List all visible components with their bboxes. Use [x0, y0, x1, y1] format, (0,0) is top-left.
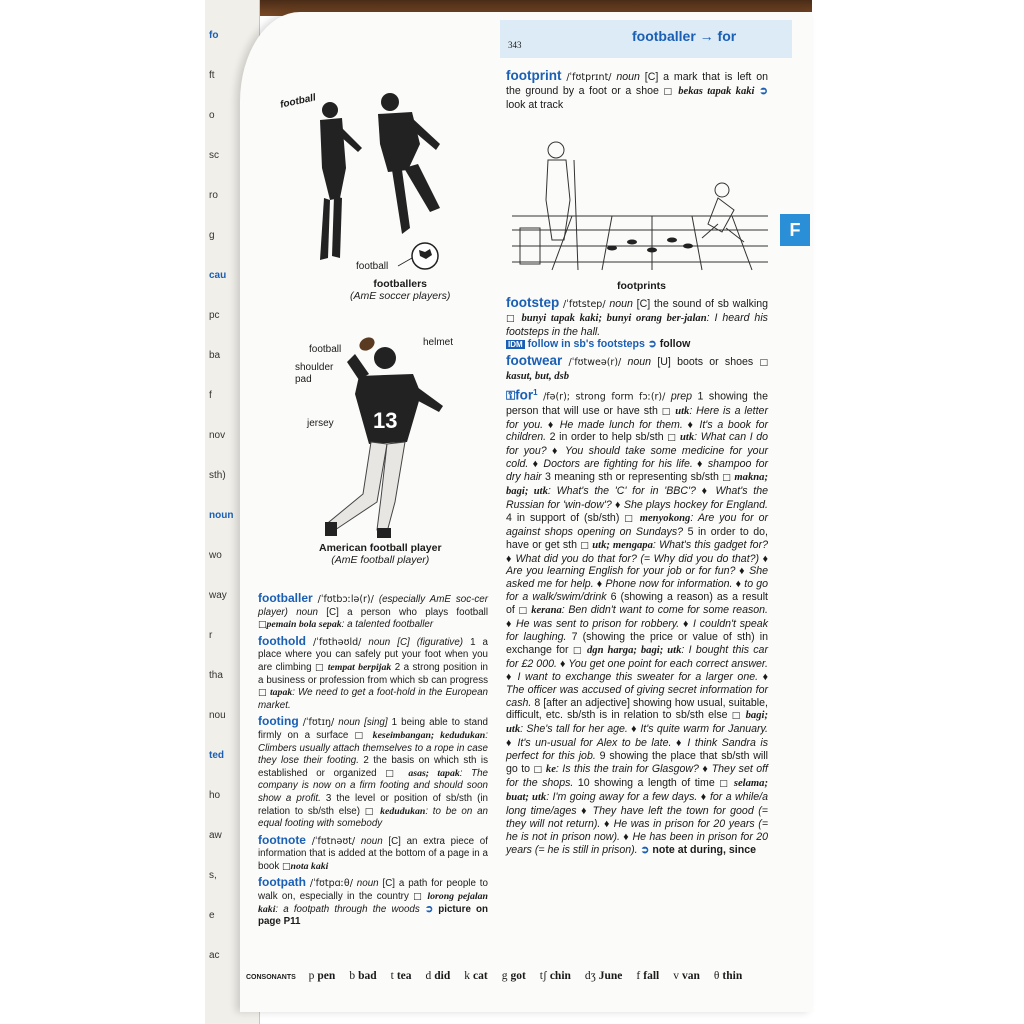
consonant-example-word: chin [549, 970, 571, 982]
translation-box-icon: □ [364, 806, 376, 817]
headword-footprint: footprint [506, 68, 562, 83]
translation-box-icon: □ [759, 358, 768, 369]
consonant-symbol: θ [713, 970, 720, 982]
grammar-label: noun [627, 356, 652, 369]
translation: nota kaki [290, 860, 329, 872]
entry-foothold [258, 635, 488, 713]
football-ball-label: football [356, 261, 389, 272]
entry-for [506, 387, 768, 856]
example: : a talented footballer [341, 619, 434, 631]
consonant-pair [585, 970, 623, 982]
translation-box-icon: □ [667, 433, 677, 444]
key-word-icon: ⚿ [506, 388, 516, 403]
cross-reference-arrow-icon: ➲ [640, 843, 650, 856]
entry-footprint [506, 70, 768, 112]
translation-box-icon: □ [661, 406, 672, 417]
left-page-text-fragment: pc [209, 310, 220, 321]
definition: [C] a path for people to walk on, especially in the country [258, 878, 488, 903]
definition-2: 2 the basis on which sth is established or organized [258, 755, 488, 779]
translation-box-icon: □ [722, 473, 732, 484]
consonants-label: CONSONANTS [246, 974, 296, 981]
example: : We need to get a foot-hold in the European market. [258, 687, 488, 711]
left-page-text-fragment: cau [209, 270, 227, 281]
consonant-pair [714, 970, 742, 982]
grammar-label: noun [sing] [338, 717, 388, 729]
example-1: : Here is a letter for you. ♦ He made lunch for them. ♦ It's a book for children. [506, 404, 768, 444]
example-7: : I bought this car for £2 000. ♦ You get one point for each correct answer. ♦ I want to exchange this sweater for a larger one. ♦ The officer was accused of giving secret information for cash. [506, 643, 768, 709]
consonant-example-word: did [434, 970, 451, 982]
grammar-label: (especially AmE soc-cer player) noun [258, 594, 488, 618]
translation: keseimbangan; kedudukan [372, 729, 486, 741]
left-page-text-fragment: f [209, 390, 212, 401]
page-number: 343 [508, 40, 522, 50]
american-caption-sub: (AmE football player) [331, 554, 430, 566]
left-page-text-fragment: sth) [209, 470, 226, 481]
translation-box-icon: □ [580, 540, 590, 551]
example-2: : The company is now on a firm footing and should soon show a profit. [258, 767, 489, 804]
example-8: : She's tall for her age. ♦ It's quite warm for January. ♦ It's un-usual for Alex to be late. ♦ I think Sandra is perfect for this job. [506, 723, 768, 763]
american-football-illustration [285, 332, 485, 580]
consonant-example-word: tea [396, 970, 412, 982]
sense-1: 1 showing the person that will use or have sth [506, 390, 768, 417]
example-6: : Ben didn't want to come for some reason. ♦ He was sent to prison for robbery. ♦ I couldn't speak for laughing. [506, 604, 768, 643]
footballers-caption-sub: (AmE soccer players) [350, 290, 451, 302]
translation: bekas tapak kaki [678, 85, 755, 97]
left-page-text-fragment: e [209, 910, 215, 921]
helmet-label: helmet [423, 337, 454, 348]
definition-2: 2 a strong position in a business or profession from which sb can progress [258, 661, 488, 686]
translation-3: makna; bagi; utk [506, 472, 768, 498]
consonant-example-word: van [682, 970, 700, 982]
left-page-text-fragment: ac [209, 950, 220, 961]
headword-for: for [515, 387, 534, 403]
football-title-label: football [279, 92, 317, 111]
translation-box-icon: □ [663, 86, 674, 97]
pronunciation: /ˈfʊtpɑːθ/ [309, 878, 353, 890]
consonant-example-word: thin [722, 970, 743, 982]
definition: 1 being able to stand firmly on a surface [258, 717, 488, 741]
definition: 1 a place where you can safely put your foot when you are climbing [258, 636, 488, 673]
headword-footnote: footnote [258, 832, 306, 847]
translation-1: utk [675, 405, 690, 417]
example-3: : to be on an equal footing with somebody [258, 805, 488, 830]
pronunciation: /ˈfʊthəʊld/ [313, 636, 362, 648]
consonant-example-word: got [510, 970, 526, 982]
left-page-text-fragment: o [209, 110, 215, 121]
pronunciation: /ˈfʊtweə(r)/ [568, 357, 622, 369]
left-page-text-fragment: ted [209, 750, 224, 761]
definition-3: 3 the level or position of sb/sth (in relation to sb/sth else) [258, 792, 488, 817]
left-page-text-fragment: aw [209, 830, 222, 841]
entry-footing [258, 715, 488, 830]
grammar-label: noun [C] (figurative) [368, 636, 464, 648]
cross-reference-arrow-icon: ➲ [759, 84, 768, 97]
translation-10: selama; buat; utk [506, 777, 768, 803]
translation-2: utk [680, 432, 695, 444]
sense-9: 9 showing the place that sb/sth will go to [506, 750, 768, 776]
headword-footpath: footpath [258, 875, 306, 890]
footprints-caption: footprints [617, 280, 666, 292]
consonant-symbol: b [349, 970, 356, 982]
example-5: : What's this gadget for? ♦ What did you do that for? (= Why did you do that?) ♦ Are you learning English for your job or for fun? ♦ She asked me for help. ♦ Phone now for information. ♦ to go for a walk/swim/drink [506, 538, 768, 604]
cross-reference[interactable]: picture on page P11 [258, 903, 488, 928]
consonant-example-word: cat [473, 970, 488, 982]
translation-5: utk; mengapa [592, 539, 653, 551]
translation-box-icon: □ [518, 606, 528, 617]
example-4: : Are you for or against shops opening on Sundays? [506, 511, 768, 538]
translation-box-icon: □ [624, 513, 635, 524]
cross-reference[interactable]: note at during, since [652, 843, 756, 856]
consonant-pair [540, 970, 571, 982]
idiom-text: follow in sb's footsteps [527, 338, 645, 351]
consonant-symbol: v [673, 970, 679, 982]
jersey-label: jersey [307, 418, 334, 429]
footballers-caption [350, 278, 450, 302]
running-head: footballer → for [632, 28, 737, 44]
translation-box-icon: □ [572, 645, 583, 656]
example: : a footpath through the woods [275, 903, 420, 915]
football-label: football [309, 344, 342, 355]
sense-10: 10 showing a length of time [577, 776, 715, 789]
entry-footballer [258, 592, 488, 632]
translation-3: kedudukan [380, 805, 426, 817]
translation-box-icon: □ [506, 313, 517, 324]
consonant-symbol: f [636, 970, 641, 982]
grammar-label: noun [609, 297, 633, 310]
example-3: : What's the 'C' for in 'BBC'? ♦ What's the Russian for 'win-dow'? ♦ She plays hockey for England. [506, 485, 768, 511]
headword-foothold: foothold [258, 633, 306, 648]
pronunciation: /ˈfʊtɪŋ/ [302, 717, 335, 729]
consonant-example-word: June [598, 970, 623, 982]
consonant-example-word: pen [317, 970, 336, 982]
translation: bunyi tapak kaki; bunyi orang ber-jalan [521, 312, 707, 324]
consonant-pair [673, 970, 700, 982]
headword-footing: footing [258, 714, 299, 729]
consonant-symbol: tʃ [539, 970, 547, 982]
sense-2: 2 in order to help sb/sth [549, 431, 664, 444]
consonant-pair [464, 970, 487, 982]
idiom-cross-reference[interactable]: follow [659, 338, 691, 351]
consonant-symbol: t [390, 970, 394, 982]
sense-3: 3 meaning sth or representing sb/sth [545, 471, 719, 484]
consonant-example-word: fall [643, 970, 660, 982]
consonant-symbol: g [501, 970, 508, 982]
left-page-text-fragment: ba [209, 350, 221, 361]
consonant-pair [309, 970, 336, 982]
pronunciation: /fə(r); strong form fɔː(r)/ [543, 391, 666, 403]
footballers-caption-text: footballers [373, 278, 428, 290]
definition: [C] a person who plays football [326, 606, 488, 618]
shoulder-label: shoulder [295, 362, 334, 373]
translation-box-icon: □ [354, 730, 367, 741]
left-page-text-fragment: ho [209, 790, 221, 801]
left-page-text-fragment: sc [209, 150, 219, 161]
sense-8: 8 [after an adjective] showing how usual, suitable, difficult, etc. sb/sth is in relation to sb/sth else [506, 696, 768, 722]
left-page-text-fragment: noun [209, 510, 234, 521]
homonym-number: 1 [533, 388, 538, 398]
example-9: : Is this the train for Glasgow? ♦ They set off for the shops. [506, 763, 769, 789]
consonant-pair [349, 970, 376, 982]
pronunciation: /ˈfʊtprɪnt/ [566, 72, 612, 83]
definition: [U] boots or shoes [657, 356, 754, 369]
right-column [506, 70, 768, 859]
grammar-label: prep [670, 390, 693, 403]
cross-reference[interactable]: look at track [506, 98, 564, 111]
grammar-label: noun [360, 835, 383, 847]
definition: [C] the sound of sb walking [636, 297, 769, 310]
pad-label: pad [295, 374, 312, 385]
translation-6: kerana [531, 605, 562, 617]
headword-footballer: footballer [258, 591, 313, 605]
consonant-symbol: d [425, 970, 432, 982]
left-page-text-fragment: r [209, 630, 213, 641]
footballers-illustration [280, 88, 490, 318]
idiom-badge: IDM [508, 340, 523, 350]
left-page-text-fragment: ro [209, 190, 218, 201]
example-10: : I'm going away for a few days. ♦ for a while/a long time/ages ♦ They have left the town for good (= they will not return). ♦ He was in prison for 20 years (= he is not in prison now). ♦ He has been in prison for 20 years (= he is still in prison). [506, 790, 768, 856]
translation-8: bagi; utk [506, 710, 768, 736]
thumb-index-tab[interactable]: F [780, 214, 810, 246]
consonant-symbol: dʒ [584, 970, 596, 982]
cross-reference-arrow-icon: ➲ [647, 338, 657, 351]
sense-6: 6 (showing a reason) as a result of [506, 591, 768, 617]
translation-box-icon: □ [258, 688, 267, 699]
translation-box-icon: □ [385, 768, 400, 779]
left-page-text-fragment: ft [209, 70, 215, 81]
left-page-text-fragment: tha [209, 670, 223, 681]
pronunciation: /ˈfʊtnəʊt/ [311, 835, 356, 847]
example-2: : What can I do for you? ♦ You should take some medicine for your cold. ♦ Doctors are fighting for his life. ♦ shampoo for dry hair [506, 431, 769, 484]
headword-footwear: footwear [506, 353, 563, 369]
definition: [C] a mark that is left on the ground by a foot or a shoe [506, 71, 768, 97]
left-page-text-fragment: nov [209, 430, 226, 441]
translation-7: dgn harga; bagi; utk [587, 644, 682, 656]
entry-footstep [506, 294, 769, 353]
translation-2: asas; tapak [408, 767, 460, 779]
translation-box-icon: □ [731, 711, 742, 722]
left-page-text-fragment: s, [209, 870, 217, 881]
consonant-pair [502, 970, 526, 982]
consonant-pair [426, 970, 451, 982]
translation-4: menyokong [639, 512, 691, 524]
definition: [C] an extra piece of information that is added at the bottom of a page in a book [258, 835, 488, 872]
translation: pemain bola sepak [266, 619, 342, 631]
entry-footwear [506, 355, 768, 384]
consonant-pair [636, 970, 659, 982]
translation: kasut, but, dsb [506, 371, 569, 383]
consonant-symbol: k [464, 970, 470, 982]
translation: lorong pejalan kaki [258, 891, 488, 915]
translation-box-icon: □ [258, 620, 267, 631]
entry-footnote [258, 834, 488, 874]
left-page-text-fragment: wo [209, 550, 222, 561]
translation-box-icon: □ [315, 662, 325, 673]
left-page-text-fragment: nou [209, 710, 226, 721]
left-page-text-fragment: g [209, 230, 215, 241]
translation-box-icon: □ [413, 892, 424, 903]
left-page-text-fragment: fo [209, 30, 219, 41]
grammar-label: noun [356, 878, 379, 890]
consonants-list [309, 970, 757, 982]
example: : I heard his footsteps in the hall. [506, 311, 768, 338]
consonant-symbol: p [308, 970, 315, 982]
translation-box-icon: □ [533, 765, 543, 776]
pronunciation: /ˈfʊtstep/ [563, 298, 606, 310]
headword-footstep: footstep [506, 294, 560, 310]
cross-reference-arrow-icon: ➲ [424, 903, 434, 915]
translation: tempat berpijak [327, 661, 392, 673]
translation-box-icon: □ [719, 778, 730, 789]
sense-7: 7 (showing the price or value of sth) in exchange for [506, 631, 768, 656]
margin-background [812, 0, 1024, 1024]
consonant-example-word: bad [358, 970, 377, 982]
sense-5: 5 in order to do, have or get sth [506, 525, 769, 551]
pronunciation: /ˈfʊtbɔːlə(r)/ [317, 594, 374, 605]
consonant-pair [391, 970, 412, 982]
svg-text:13: 13 [373, 408, 398, 433]
translation-9: ke [545, 764, 556, 776]
left-page-text-fragment: way [209, 590, 227, 601]
left-column [258, 592, 488, 932]
entry-footpath [258, 876, 488, 928]
example: : Climbers usually attach themselves to a rope in case they lose their footing. [258, 729, 488, 767]
grammar-label: noun [616, 71, 640, 83]
consonants-key [246, 970, 806, 982]
american-caption-text: American football player [319, 542, 442, 554]
translation-2: tapak [269, 687, 293, 699]
translation-box-icon: □ [281, 861, 291, 872]
american-football-caption [319, 542, 442, 566]
sense-4: 4 in support of (sb/sth) [506, 511, 620, 524]
